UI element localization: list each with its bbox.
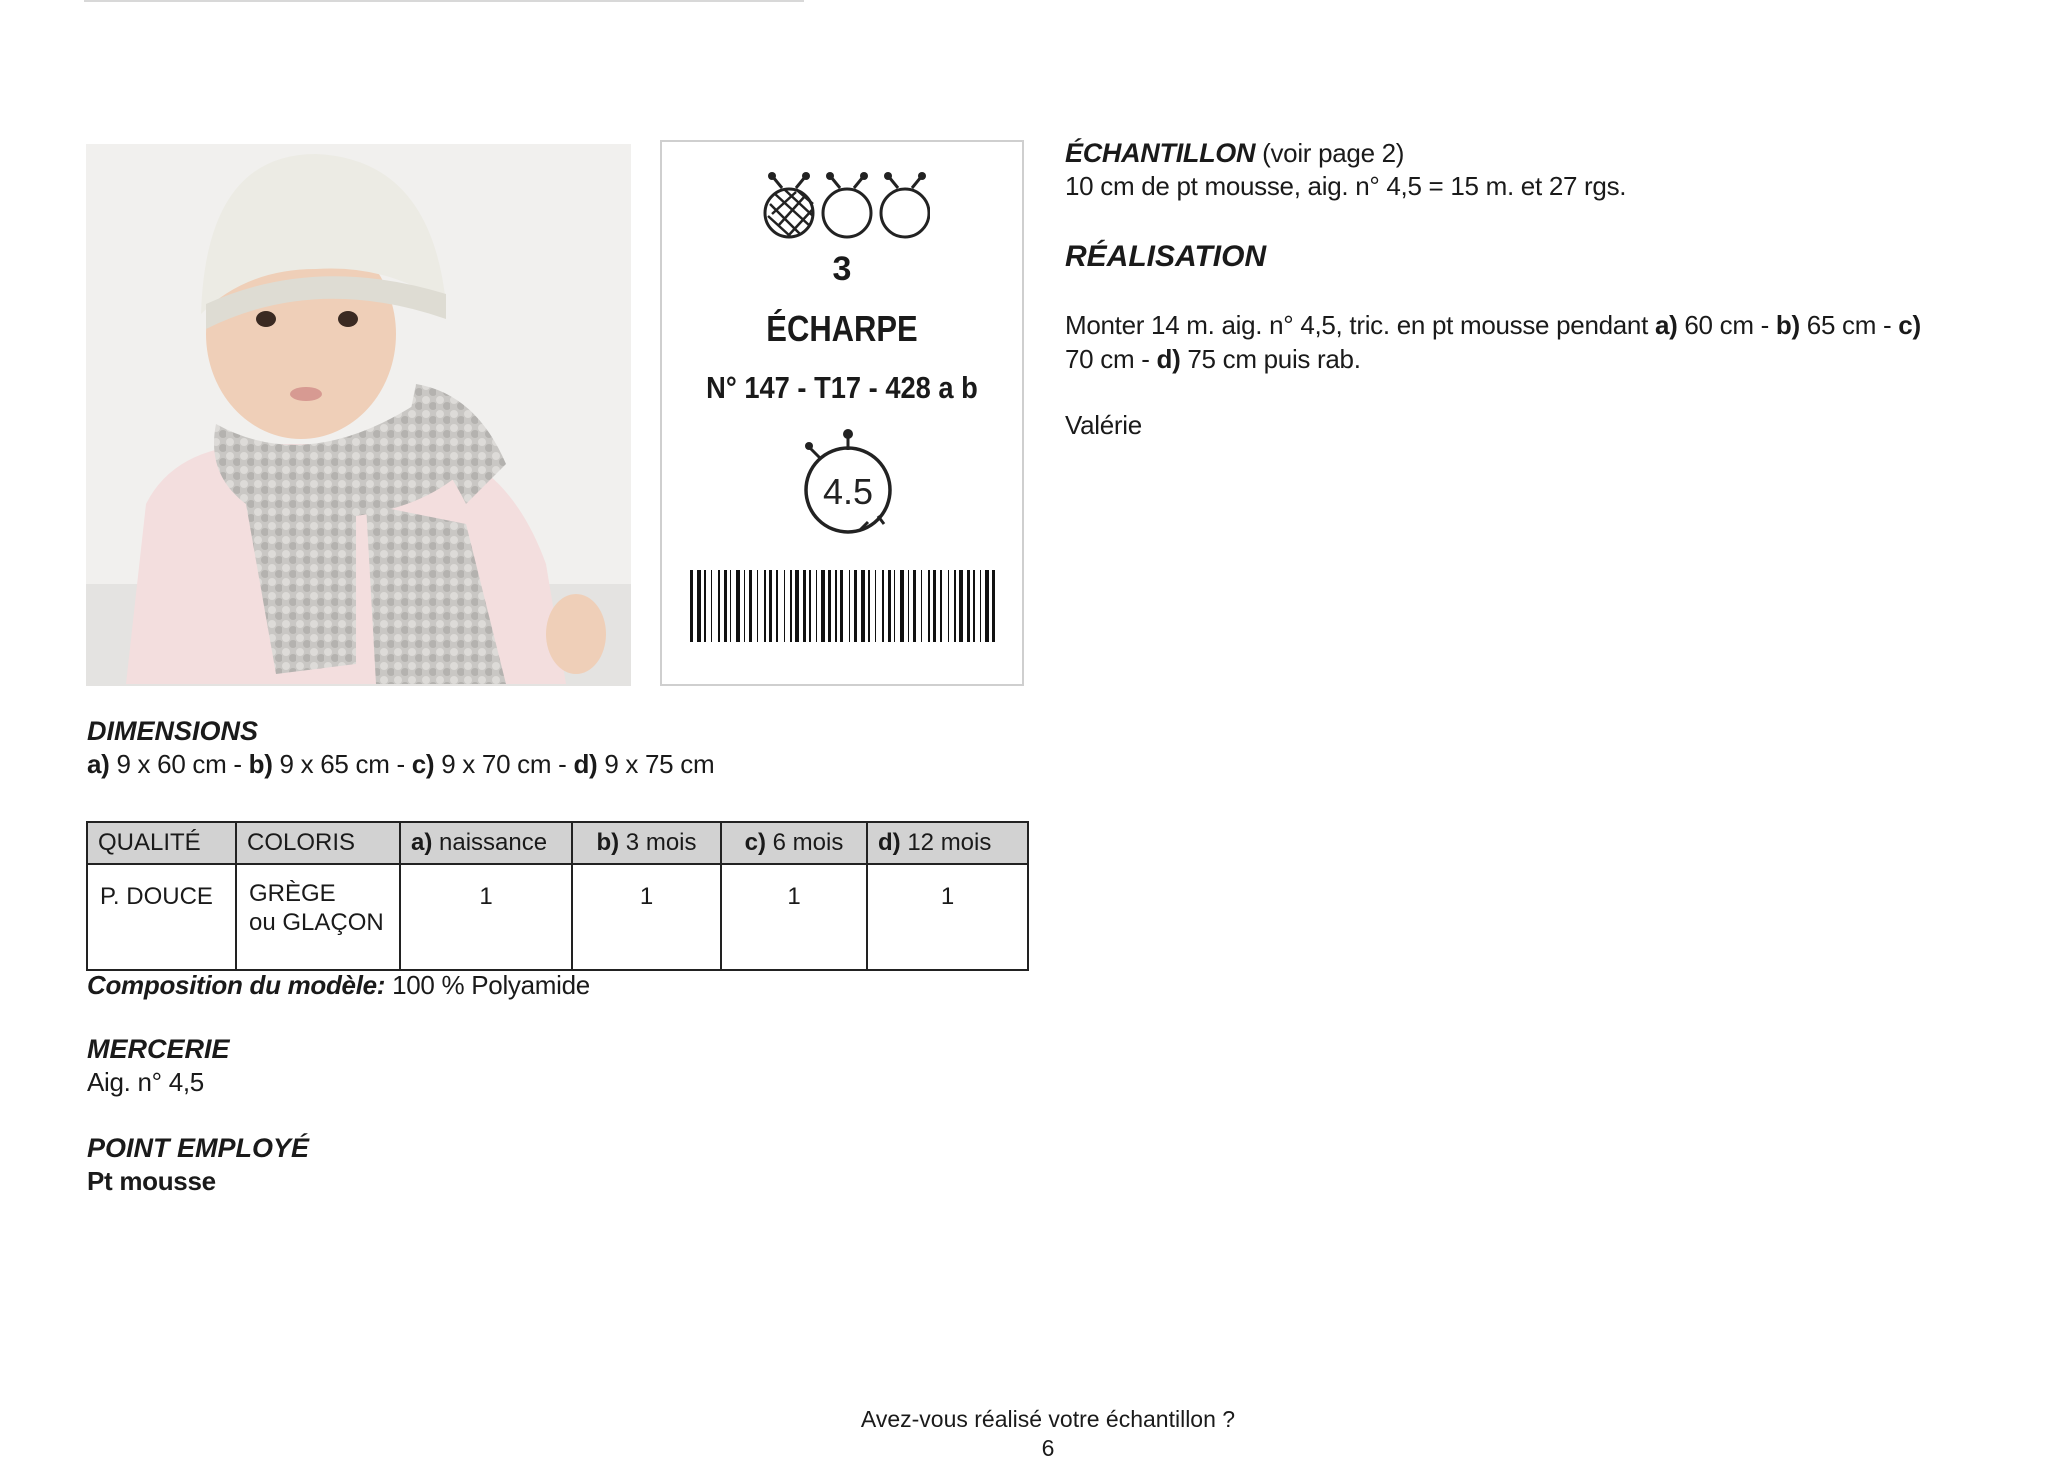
realisation-text: Monter 14 m. aig. n° 4,5, tric. en pt mousse pendant a) 60 cm - b) 65 cm - c) 70 cm - d) 75 cm puis rab.: [1065, 310, 1921, 374]
pattern-card: [660, 140, 1024, 686]
cell-qualite: P. DOUCE: [87, 864, 236, 970]
realisation-title: RÉALISATION: [1065, 240, 1267, 273]
card-title: ÉCHARPE: [766, 308, 918, 349]
header-size-b: b) 3 mois: [572, 822, 721, 864]
needle-size-icon: [798, 426, 898, 536]
echantillon-text: 10 cm de pt mousse, aig. n° 4,5 = 15 m. et 27 rgs.: [1065, 171, 1627, 201]
table-row: [87, 864, 1028, 970]
point-section: [87, 1133, 309, 1197]
header-size-a: a) naissance: [400, 822, 572, 864]
cell-qty-c: 1: [721, 864, 867, 970]
footer-question: Avez-vous réalisé votre échantillon ?: [860, 1406, 1236, 1432]
needle-size-value: 4.5: [822, 471, 874, 512]
yarn-weight-icons: [760, 164, 930, 244]
page-top-edge: [84, 0, 804, 2]
dimensions-title: DIMENSIONS: [87, 716, 259, 746]
yarn-ball-empty-icon: [823, 172, 871, 237]
cell-coloris: GRÈGE ou GLAÇON: [236, 864, 400, 970]
echantillon-title: ÉCHANTILLON: [1065, 138, 1256, 168]
card-number: 3: [832, 250, 852, 288]
echantillon-note: (voir page 2): [1255, 138, 1405, 168]
baby-scarf-photo: [86, 144, 631, 686]
author-name: Valérie: [1065, 410, 1142, 440]
cell-qty-d: 1: [867, 864, 1028, 970]
dimensions-text: a) 9 x 60 cm - b) 9 x 65 cm - c) 9 x 70 cm - d) 9 x 75 cm: [87, 749, 715, 779]
barcode-icon: [690, 570, 1000, 642]
dimensions-section: [87, 716, 714, 780]
yarn-ball-filled-icon: [765, 172, 813, 237]
echantillon-section: [1065, 138, 1626, 202]
composition-label: Composition du modèle:: [87, 970, 386, 1000]
mercerie-section: [87, 1034, 230, 1098]
cell-qty-b: 1: [572, 864, 721, 970]
composition-value: 100 % Polyamide: [385, 970, 590, 1000]
point-text: Pt mousse: [87, 1166, 216, 1196]
cell-qty-a: 1: [400, 864, 572, 970]
yarn-ball-empty-icon: [881, 172, 929, 237]
point-title: POINT EMPLOYÉ: [87, 1133, 310, 1163]
header-size-c: c) 6 mois: [721, 822, 867, 864]
yarn-quantity-table: [86, 821, 1029, 971]
table-header-row: [87, 822, 1028, 864]
composition-line: [87, 970, 590, 1001]
mercerie-title: MERCERIE: [87, 1034, 230, 1064]
header-coloris: COLORIS: [236, 822, 400, 864]
mercerie-text: Aig. n° 4,5: [87, 1067, 204, 1097]
header-size-d: d) 12 mois: [867, 822, 1028, 864]
card-reference: N° 147 - T17 - 428 a b: [706, 370, 978, 405]
page-number: 6: [1041, 1435, 1055, 1461]
header-qualite: QUALITÉ: [87, 822, 236, 864]
